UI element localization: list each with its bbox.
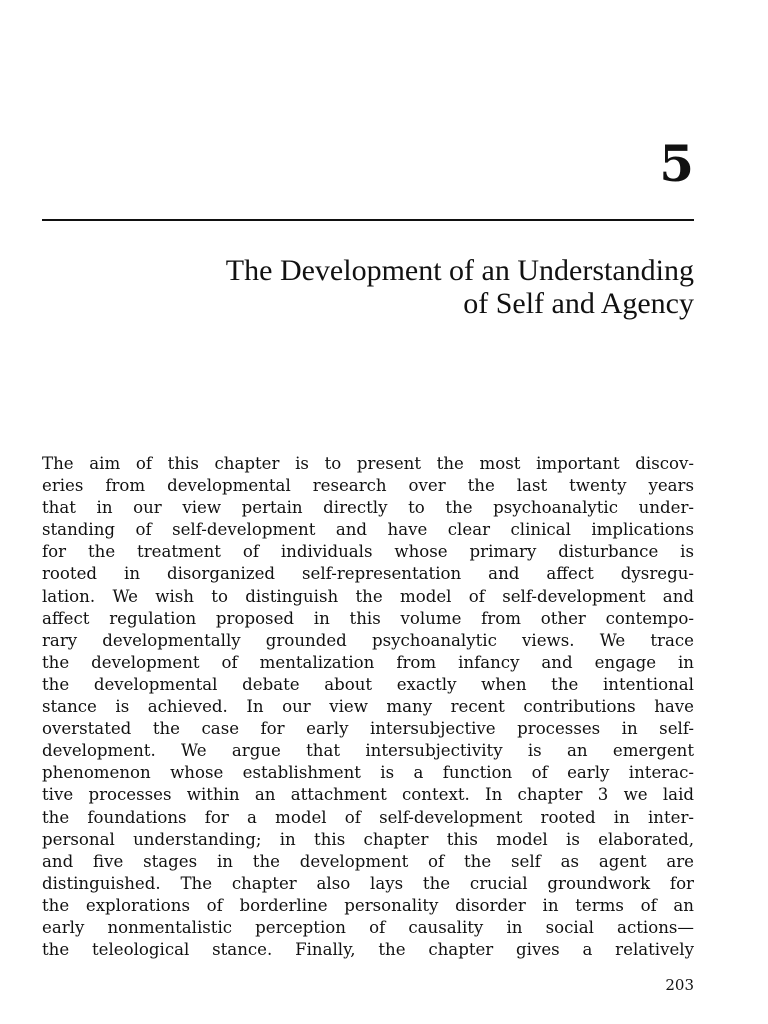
body-line: development. We argue that intersubjectivity is an emergent [42, 741, 694, 761]
body-line: lation. We wish to distinguish the model of self-development and [42, 586, 694, 606]
body-line: personal understanding; in this chapter this model is elaborated, [42, 829, 694, 849]
body-line: overstated the case for early intersubjective processes in self- [42, 719, 694, 739]
body-line: the developmental debate about exactly when the intentional [42, 674, 694, 694]
body-line: the development of mentalization from infancy and engage in [42, 652, 694, 672]
body-line: stance is achieved. In our view many recent contributions have [42, 697, 694, 717]
body-line: phenomenon whose establishment is a function of early interac- [42, 763, 694, 783]
body-line: eries from developmental research over the last twenty years [42, 476, 694, 496]
body-line: and five stages in the development of the self as agent are [42, 851, 694, 871]
body-line: rooted in disorganized self-representation and affect dysregu- [42, 564, 694, 584]
body-line: early nonmentalistic perception of causality in social actions— [42, 917, 694, 937]
body-line: distinguished. The chapter also lays the crucial groundwork for [42, 873, 694, 893]
chapter-rule [42, 219, 694, 221]
body-line: standing of self-development and have clear clinical implications [42, 520, 694, 540]
body-line: for the treatment of individuals whose primary disturbance is [42, 542, 694, 562]
chapter-title [80, 254, 694, 320]
chapter-number: 5 [659, 134, 694, 193]
chapter-title-line: The Development of an Understanding [225, 254, 694, 287]
body-line: the teleological stance. Finally, the chapter gives a relatively [42, 940, 694, 960]
body-line: the explorations of borderline personality disorder in terms of an [42, 895, 694, 915]
body-line: affect regulation proposed in this volume from other contempo- [42, 608, 694, 628]
chapter-title-line: of Self and Agency [463, 287, 694, 320]
body-line: that in our view pertain directly to the psychoanalytic under- [42, 498, 694, 518]
body-line: tive processes within an attachment context. In chapter 3 we laid [42, 785, 694, 805]
page-number: 203 [665, 976, 694, 994]
body-line: The aim of this chapter is to present the most important discov- [42, 454, 694, 473]
body-line: the foundations for a model of self-development rooted in inter- [42, 807, 694, 827]
body-line: rary developmentally grounded psychoanalytic views. We trace [42, 630, 694, 650]
body-paragraph [42, 453, 694, 961]
